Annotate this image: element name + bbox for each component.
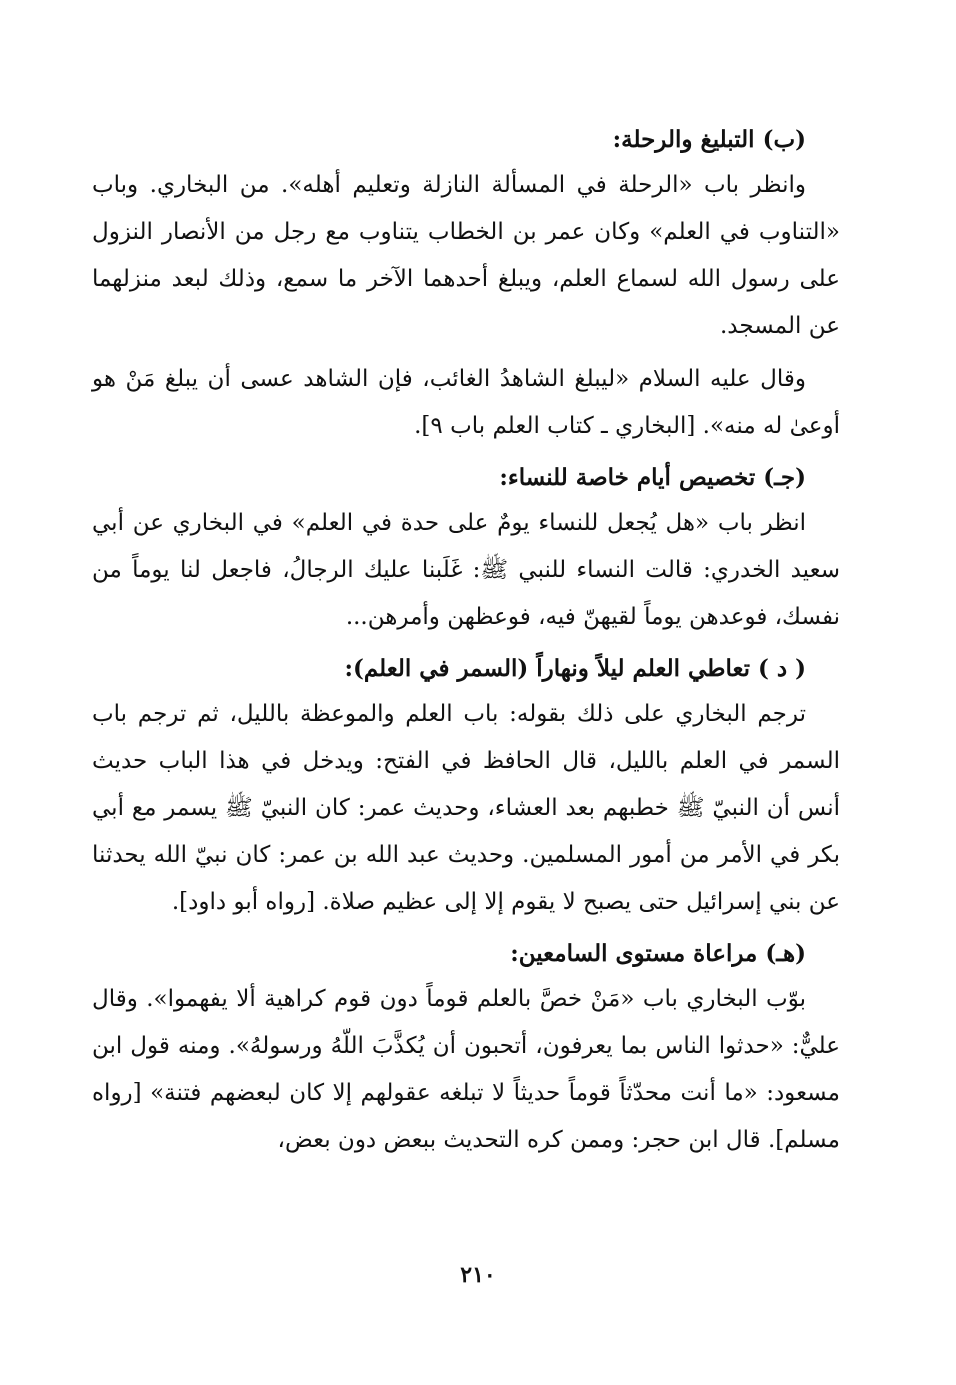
section-heading-nisa: (جـ) تخصيص أيام خاصة للنساء: (499, 464, 806, 491)
paragraph-samar: ترجم البخاري على ذلك بقوله: باب العلم والموعظة بالليل، ثم ترجم باب السمر في العلم بالليل، قال الحافظ في الفتح: ويدخل في هذا الباب حديث أنس أن النبيّ ﷺ خطبهم بعد العشاء، وحديث عمر: كان النبيّ ﷺ يسمر مع أبي بكر في الأمر من أمور المسلمين. وحديث عبد الله بن عمر: كان نبيّ الله يحدثنا عن بني إسرائيل حتى يصبح لا يقوم إلا إلى عظيم صلاة. [رواه أبو داود]. (92, 701, 840, 915)
section-heading-tabligh: (ب) التبليغ والرحلة: (612, 126, 806, 153)
paragraph-samieen: بوّب البخاري باب «مَنْ خصَّ بالعلم قوماً دون قوم كراهية ألا يفهموا». وقال عليٌّ: «حدثوا الناس بما يعرفون، أتحبون أن يُكذَّبَ اللّهُ ورسولهُ». ومنه قول ابن مسعود: «ما أنت محدّثاً قوماً حديثاً لا تبلغه عقولهم إلا كان لبعضهم فتنة» [رواه مسلم]. قال ابن حجر: وممن كره التحديث ببعض دون بعض، (92, 986, 840, 1153)
paragraph-rihla: وانظر باب «الرحلة في المسألة النازلة وتعليم أهله». من البخاري. وباب «التناوب في العلم» وكان عمر بن الخطاب يتناوب مع رجل من الأنصار النزول على رسول الله لسماع العلم، ويبلغ أحدهما الآخر ما سمع، وذلك لبعد منزلهما عن المسجد. (92, 172, 840, 339)
section-heading-samieen: (هـ) مراعاة مستوى السامعين: (510, 940, 806, 967)
paragraph-shahid: وقال عليه السلام «ليبلغ الشاهدُ الغائب، فإن الشاهد عسى أن يبلغ مَنْ هو أوعىٰ له منه». [البخاري ـ كتاب العلم باب ٩]. (92, 366, 840, 439)
section-heading-samar: ( د ) تعاطي العلم ليلاً ونهاراً (السمر في العلم): (344, 655, 806, 682)
page-number: ٢١٠ (460, 1262, 496, 1288)
paragraph-nisa: انظر باب «هل يُجعل للنساء يومٌ على حدة في العلم» في البخاري عن أبي سعيد الخدري: قالت النساء للنبي ﷺ: غَلَبنا عليك الرجالُ، فاجعل لنا يوماً من نفسك، فوعدهن يوماً لقيهنّ فيه، فوعظهن وأمرهن... (92, 510, 840, 630)
page-body (92, 118, 840, 1164)
